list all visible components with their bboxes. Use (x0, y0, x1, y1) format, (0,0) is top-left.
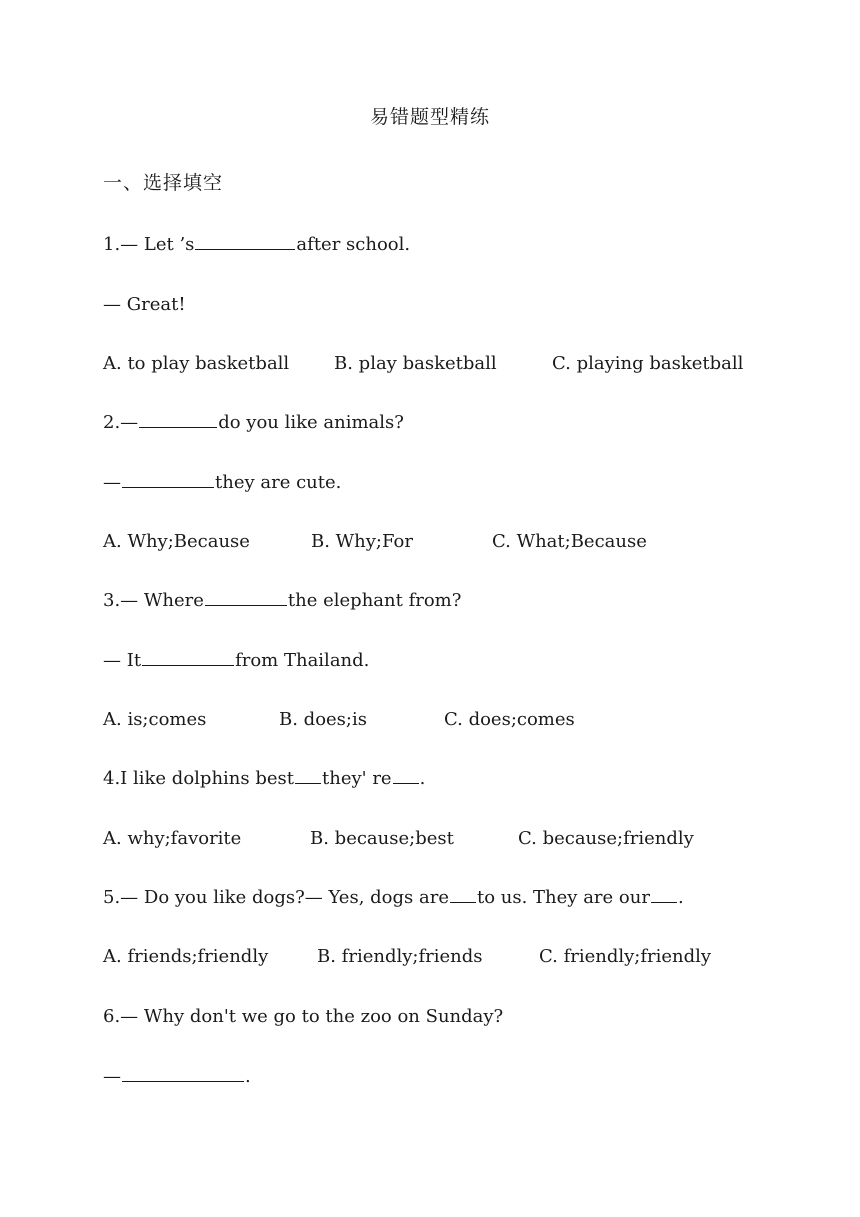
question-text: do you like animals? (218, 412, 404, 433)
answer-blank (122, 486, 214, 488)
question-text: 4.I like dolphins best (103, 768, 294, 789)
option-b: B. does;is (279, 709, 367, 730)
option-b: B. Why;For (311, 531, 413, 552)
option-b: B. play basketball (334, 353, 497, 374)
option-c: C. friendly;friendly (539, 946, 712, 967)
question-2 (103, 412, 404, 433)
reply-text: — (103, 1066, 121, 1087)
reply-text: they are cute. (215, 472, 342, 493)
question-text: after school. (296, 234, 411, 255)
option-c: C. playing basketball (552, 353, 744, 374)
question-3-reply (103, 650, 369, 671)
option-a: A. to play basketball (103, 353, 290, 374)
answer-blank (139, 426, 217, 428)
question-3 (103, 590, 461, 611)
question-text: the elephant from? (287, 590, 462, 611)
question-1 (103, 234, 410, 255)
answer-blank (393, 782, 419, 784)
answer-blank (122, 1080, 244, 1082)
question-text: 3.— Where (103, 590, 204, 611)
question-6: 6.— Why don't we go to the zoo on Sunday? (103, 1006, 504, 1027)
answer-blank (450, 901, 476, 903)
answer-blank (205, 604, 287, 606)
page-title: 易错题型精练 (369, 106, 490, 128)
answer-blank (651, 901, 677, 903)
answer-blank (195, 248, 295, 250)
option-b: B. because;best (310, 828, 454, 849)
section-heading: 一、选择填空 (103, 172, 224, 194)
answer-blank (295, 782, 321, 784)
option-a: A. friends;friendly (103, 946, 269, 967)
option-a: A. is;comes (103, 709, 207, 730)
question-text: . (419, 768, 426, 789)
option-c: C. because;friendly (518, 828, 694, 849)
option-b: B. friendly;friends (317, 946, 483, 967)
option-a: A. Why;Because (103, 531, 250, 552)
question-text: 2.— (103, 412, 139, 433)
question-5 (103, 887, 684, 908)
question-text: to us. They are our (476, 887, 650, 908)
option-c: C. does;comes (444, 709, 575, 730)
question-1-reply: — Great! (103, 294, 186, 315)
question-text: . (677, 887, 684, 908)
question-6-reply (103, 1066, 251, 1087)
question-text: 5.— Do you like dogs?— Yes, dogs are (103, 887, 449, 908)
option-a: A. why;favorite (103, 828, 242, 849)
option-c: C. What;Because (492, 531, 647, 552)
question-4 (103, 768, 425, 789)
question-2-reply (103, 472, 341, 493)
reply-text: — (103, 472, 121, 493)
reply-text: from Thailand. (235, 650, 370, 671)
reply-text: . (245, 1066, 251, 1087)
answer-blank (142, 664, 234, 666)
question-text: they' re (322, 768, 392, 789)
reply-text: — It (103, 650, 142, 671)
question-text: 1.— Let ’s (103, 234, 195, 255)
